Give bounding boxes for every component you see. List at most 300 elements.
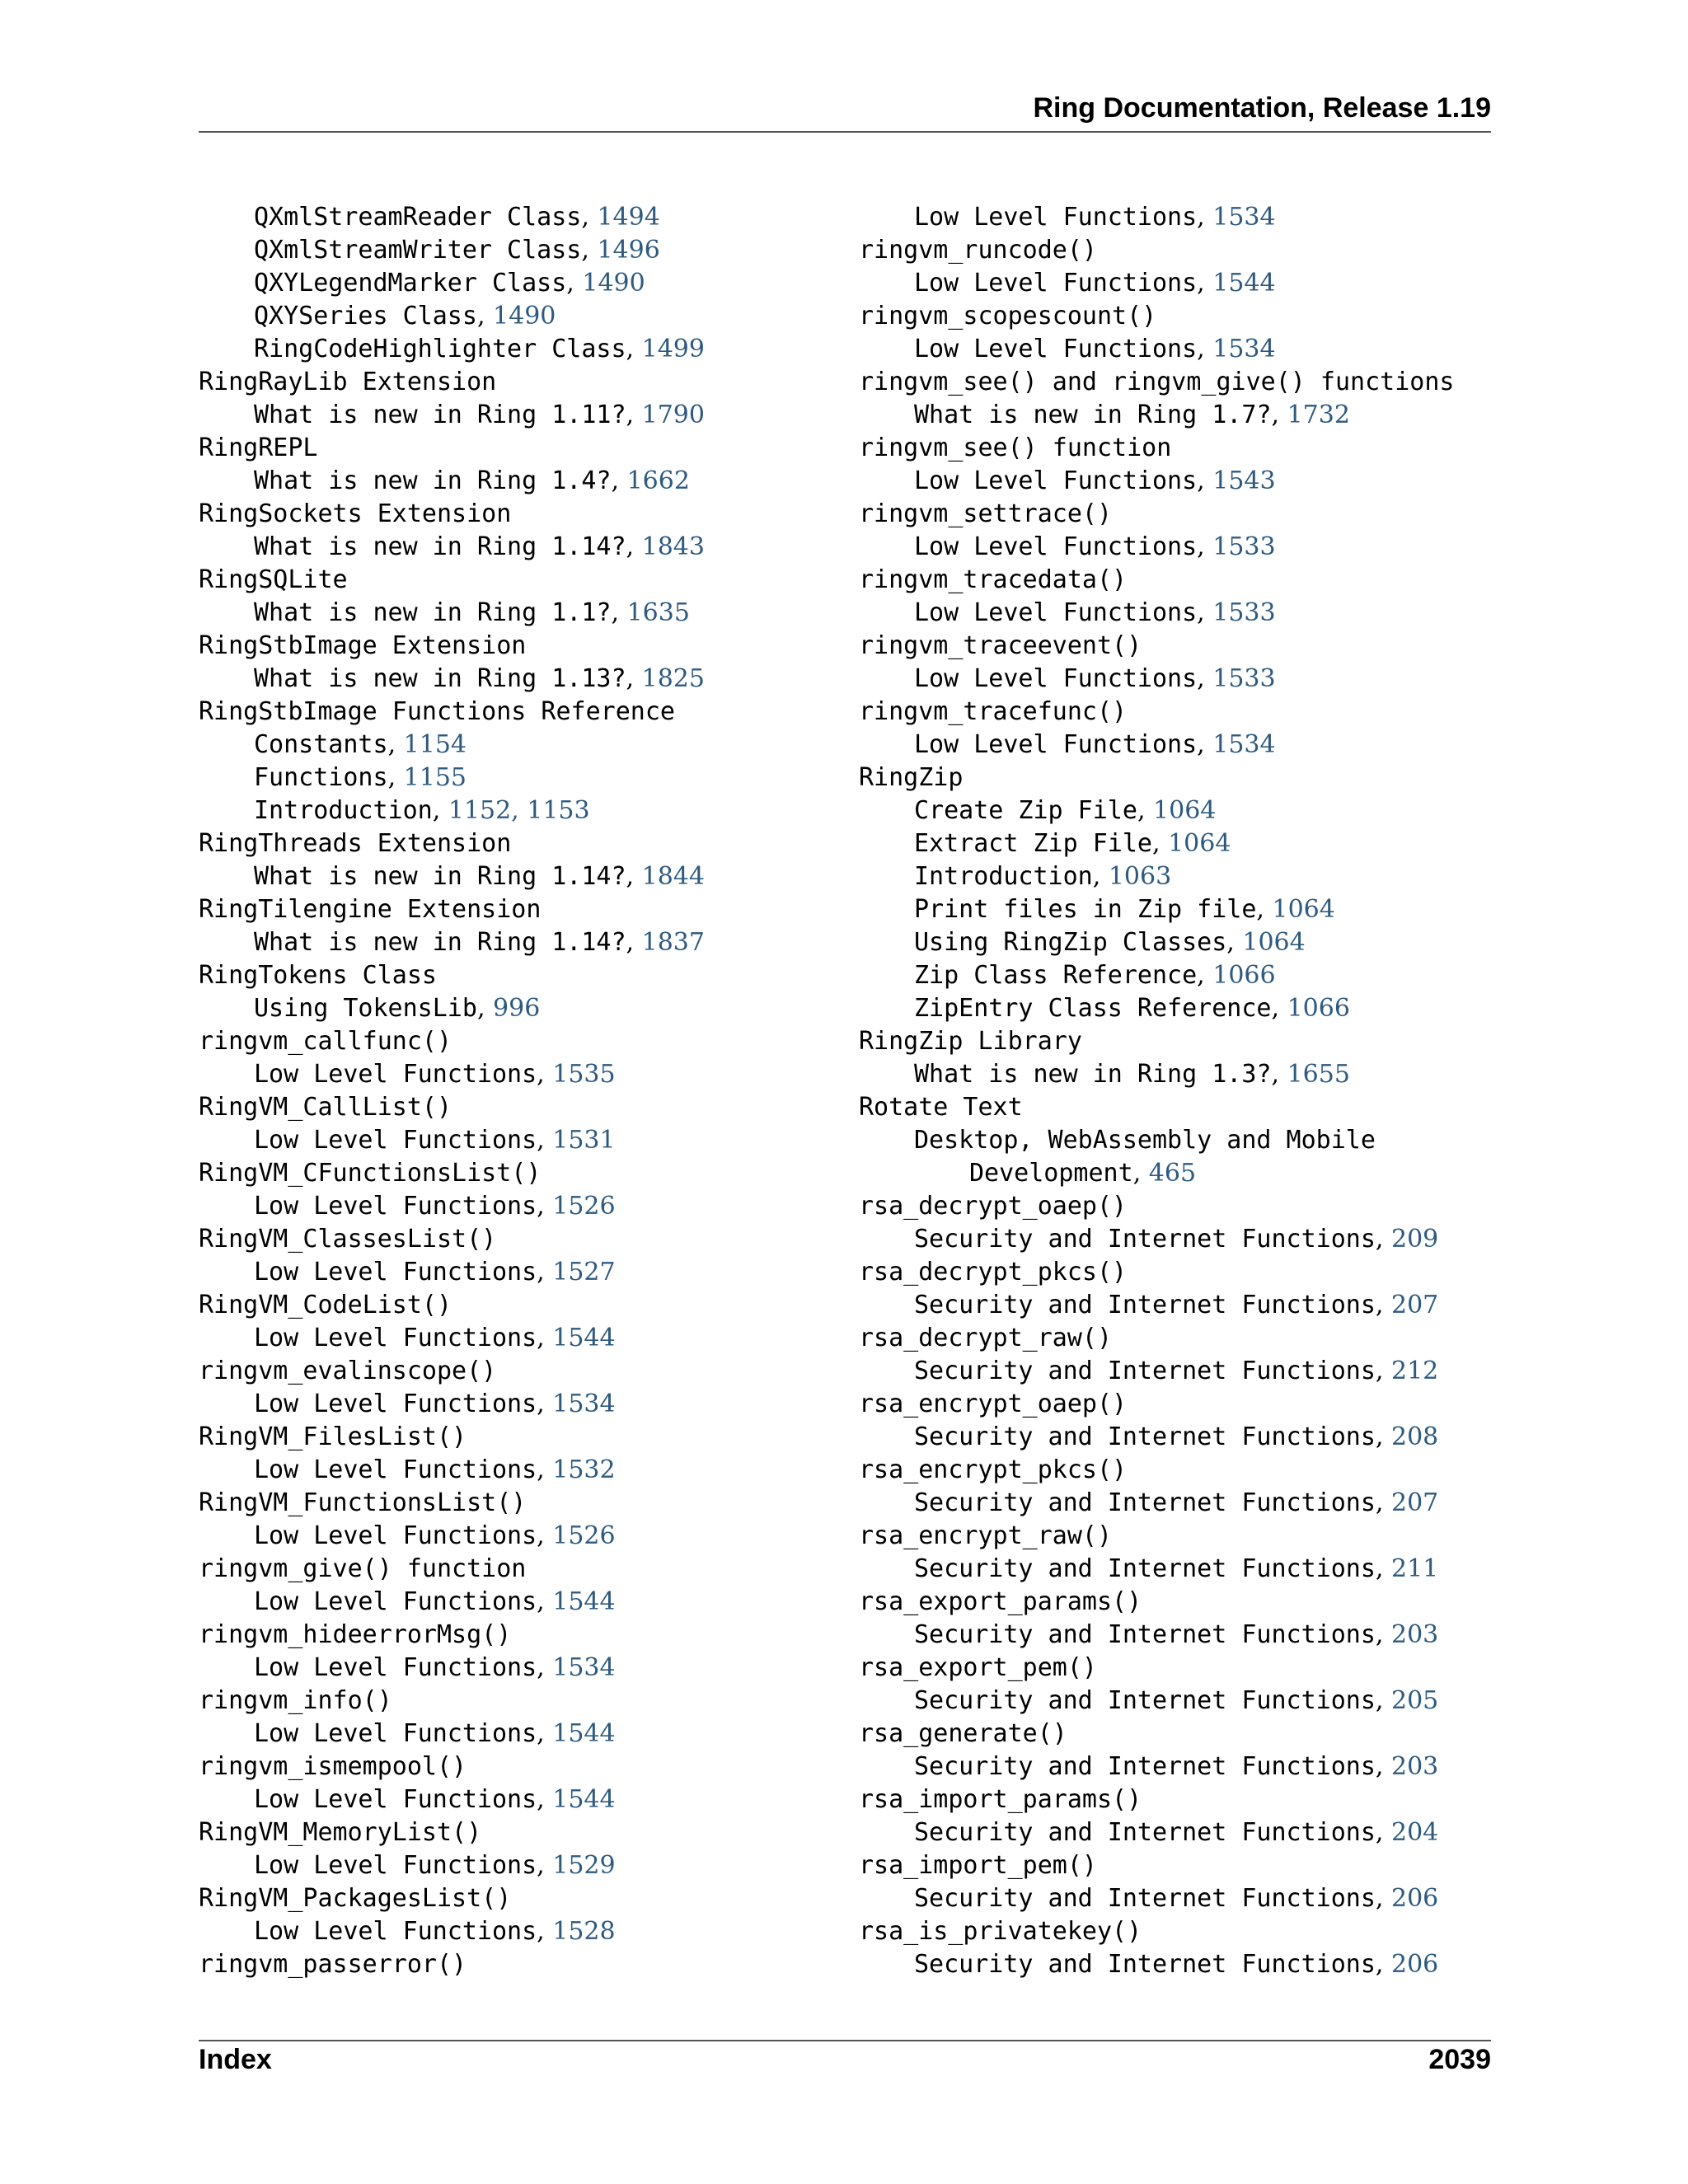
- index-subentry: [199, 399, 705, 432]
- index-term-text: Low Level Functions: [254, 1917, 537, 1946]
- separator: ,: [1375, 1488, 1391, 1517]
- index-subentry: [859, 1619, 1454, 1652]
- separator: ,: [537, 1521, 553, 1550]
- separator: ,: [1375, 1225, 1391, 1254]
- page-link[interactable]: 208: [1391, 1422, 1439, 1451]
- index-term-text: ringvm_tracedata(): [859, 565, 1128, 594]
- index-term: [859, 1025, 1454, 1058]
- index-term-text: RingZip: [859, 763, 964, 792]
- page-link[interactable]: 1155: [403, 763, 467, 792]
- index-term-text: Low Level Functions: [914, 730, 1198, 759]
- index-subentry: [199, 465, 705, 498]
- index-term-text: RingTilengine Extension: [199, 895, 542, 924]
- separator: ,: [611, 598, 627, 627]
- page-link[interactable]: 1533: [1212, 532, 1276, 561]
- index-term-text: RingSockets Extension: [199, 499, 512, 528]
- index-subentry: [199, 1849, 705, 1882]
- index-subentry: [859, 399, 1454, 432]
- page-link[interactable]: 203: [1391, 1620, 1439, 1649]
- index-term-text: ringvm_see() and ringvm_give() functions: [859, 368, 1455, 396]
- index-subentry: [859, 1553, 1454, 1586]
- index-subentry: [199, 860, 705, 893]
- page-link[interactable]: 1533: [1212, 664, 1276, 693]
- separator: ,: [1271, 994, 1287, 1023]
- page-link[interactable]: 1655: [1287, 1060, 1350, 1089]
- index-subentry: [859, 1487, 1454, 1520]
- index-term: [199, 1816, 705, 1849]
- index-subentry: [859, 465, 1454, 498]
- index-term-text: ringvm_callfunc(): [199, 1027, 452, 1056]
- separator: ,: [1375, 1291, 1391, 1319]
- separator: ,: [1375, 1818, 1391, 1847]
- index-term: [199, 1619, 705, 1652]
- index-term-text: RingVM_PackagesList(): [199, 1884, 512, 1913]
- page-link[interactable]: 996: [493, 994, 541, 1023]
- separator: ,: [1197, 598, 1213, 627]
- separator: ,: [1375, 1686, 1391, 1715]
- index-term-text: Using RingZip Classes: [914, 928, 1227, 957]
- page-link[interactable]: 1528: [552, 1917, 616, 1946]
- page-link[interactable]: 1732: [1287, 401, 1350, 429]
- separator: ,: [626, 335, 642, 363]
- page-link[interactable]: 1544: [552, 1587, 616, 1616]
- index-term: [859, 366, 1454, 399]
- index-term-text: ZipEntry Class Reference: [914, 994, 1272, 1023]
- index-column-right: [859, 201, 1454, 1981]
- index-term-text: Low Level Functions: [254, 1390, 537, 1418]
- page-link[interactable]: 1544: [552, 1324, 616, 1352]
- index-term-text: QXmlStreamReader Class: [254, 203, 582, 232]
- index-subentry: [199, 1454, 705, 1487]
- index-subentry: [859, 860, 1454, 893]
- index-term-text: RingZip Library: [859, 1027, 1082, 1056]
- index-subentry: [199, 926, 705, 959]
- index-subentry: [859, 531, 1454, 564]
- page-link[interactable]: 1064: [1272, 895, 1335, 924]
- index-term-text: Security and Internet Functions: [914, 1818, 1376, 1847]
- index-term: [859, 1256, 1454, 1289]
- index-term: [199, 1750, 705, 1783]
- separator: ,: [537, 1719, 553, 1748]
- index-subentry: [199, 234, 705, 267]
- separator: ,: [1197, 730, 1213, 759]
- index-term-text: ringvm_settrace(): [859, 499, 1113, 528]
- page-link[interactable]: 1499: [641, 335, 705, 363]
- page-link[interactable]: 1534: [1212, 203, 1276, 232]
- page-link[interactable]: 1544: [1212, 269, 1276, 298]
- index-subentry: [859, 333, 1454, 366]
- page-link[interactable]: 1064: [1153, 796, 1217, 825]
- index-term: [859, 1915, 1454, 1948]
- index-term: [199, 630, 705, 663]
- header-divider: [199, 131, 1491, 133]
- index-term-text: ringvm_passerror(): [199, 1950, 467, 1979]
- index-term-text: rsa_encrypt_raw(): [859, 1521, 1113, 1550]
- index-subentry: [199, 1190, 705, 1223]
- index-term-text: What is new in Ring 1.11?: [254, 401, 626, 429]
- page-link[interactable]: 1790: [641, 401, 705, 429]
- index-term: [199, 1091, 705, 1124]
- page-link[interactable]: 211: [1391, 1554, 1439, 1583]
- page-link[interactable]: 1543: [1212, 466, 1276, 495]
- separator: ,: [1271, 1060, 1287, 1089]
- separator: ,: [387, 730, 404, 759]
- index-term-text: RingCodeHighlighter Class: [254, 335, 626, 363]
- index-term-text: rsa_import_params(): [859, 1785, 1142, 1814]
- index-subentry: [199, 663, 705, 696]
- page-link[interactable]: 1544: [552, 1785, 616, 1814]
- index-subentry: [859, 893, 1454, 926]
- index-subentry: [859, 926, 1454, 959]
- separator: ,: [611, 466, 627, 495]
- index-subentry: [859, 992, 1454, 1025]
- index-term-text: RingVM_FilesList(): [199, 1422, 467, 1451]
- page-link[interactable]: 1534: [552, 1390, 616, 1418]
- index-term-text: rsa_decrypt_pkcs(): [859, 1258, 1128, 1286]
- separator: ,: [1375, 1620, 1391, 1649]
- index-term-text: Low Level Functions: [254, 1060, 537, 1089]
- separator: ,: [537, 1390, 553, 1418]
- page-link[interactable]: 465: [1148, 1159, 1197, 1188]
- index-term-text: Security and Internet Functions: [914, 1488, 1376, 1517]
- index-term: [859, 1586, 1454, 1619]
- index-term: [859, 1652, 1454, 1685]
- index-term-text: QXYSeries Class: [254, 302, 477, 330]
- index-term-text: Rotate Text: [859, 1093, 1023, 1122]
- index-term-text: Security and Internet Functions: [914, 1950, 1376, 1979]
- index-term: [199, 1355, 705, 1388]
- page-link[interactable]: 1526: [552, 1192, 616, 1221]
- separator: ,: [537, 1192, 553, 1221]
- index-term-text: ringvm_hideerrorMsg(): [199, 1620, 512, 1649]
- index-term: [859, 300, 1454, 333]
- index-term-text: Low Level Functions: [254, 1192, 537, 1221]
- page-link[interactable]: 204: [1391, 1818, 1439, 1847]
- page-link[interactable]: 1837: [641, 928, 705, 957]
- page-link[interactable]: 1063: [1108, 862, 1172, 891]
- separator: ,: [537, 1587, 553, 1616]
- index-term-text: RingStbImage Functions Reference: [199, 697, 675, 726]
- page-link[interactable]: 1635: [626, 598, 690, 627]
- index-term-text: Low Level Functions: [254, 1324, 537, 1352]
- index-subentry: [199, 1783, 705, 1816]
- separator: ,: [537, 1126, 553, 1155]
- page-link[interactable]: 1066: [1212, 961, 1276, 990]
- page-link[interactable]: 1527: [552, 1258, 616, 1286]
- index-subentry: [199, 333, 705, 366]
- separator: ,: [1375, 1554, 1391, 1583]
- index-subentry: [199, 531, 705, 564]
- separator: ,: [1197, 532, 1213, 561]
- page-link[interactable]: 203: [1391, 1752, 1439, 1781]
- index-term-text: Low Level Functions: [254, 1851, 537, 1880]
- index-term-text: Low Level Functions: [254, 1785, 537, 1814]
- separator: ,: [537, 1653, 553, 1682]
- page-link[interactable]: 1532: [552, 1455, 616, 1484]
- index-term: [859, 1520, 1454, 1553]
- index-term: [859, 498, 1454, 531]
- index-term-text: What is new in Ring 1.1?: [254, 598, 612, 627]
- index-subentry: [199, 1322, 705, 1355]
- separator: ,: [1197, 203, 1213, 232]
- index-subentry: [859, 1948, 1454, 1981]
- index-term: [859, 762, 1454, 794]
- index-term: [199, 1882, 705, 1915]
- index-term-text: What is new in Ring 1.7?: [914, 401, 1272, 429]
- index-term-text: ringvm_tracefunc(): [859, 697, 1128, 726]
- index-subentry: [199, 1718, 705, 1750]
- index-term-text: Zip Class Reference: [914, 961, 1198, 990]
- index-term-text: Create Zip File: [914, 796, 1137, 825]
- separator: ,: [537, 1785, 553, 1814]
- separator: ,: [537, 1258, 553, 1286]
- index-subentry: [859, 663, 1454, 696]
- index-term: [859, 1388, 1454, 1421]
- index-subentry: [859, 729, 1454, 762]
- index-term-text: ringvm_evalinscope(): [199, 1357, 497, 1385]
- index-term-text: QXmlStreamWriter Class: [254, 236, 582, 265]
- page-link[interactable]: 1825: [641, 664, 705, 693]
- page-link[interactable]: 1529: [552, 1851, 616, 1880]
- separator: ,: [626, 664, 642, 693]
- page-link[interactable]: 1064: [1168, 829, 1231, 858]
- index-term-text: rsa_generate(): [859, 1719, 1067, 1748]
- index-term-text: RingTokens Class: [199, 961, 437, 990]
- index-term-text: RingVM_ClassesList(): [199, 1225, 497, 1254]
- index-term-text: Functions: [254, 763, 388, 792]
- index-term-text: RingSQLite: [199, 565, 348, 594]
- index-term-text: Constants: [254, 730, 388, 759]
- index-term: [859, 1091, 1454, 1124]
- index-term-text: rsa_decrypt_raw(): [859, 1324, 1113, 1352]
- page-link[interactable]: 1844: [641, 862, 705, 891]
- page-link[interactable]: 1154: [403, 730, 467, 759]
- index-term-text: Low Level Functions: [254, 1521, 537, 1550]
- index-subentry: [859, 1816, 1454, 1849]
- page-link[interactable]: 207: [1391, 1291, 1439, 1319]
- separator: ,: [537, 1324, 553, 1352]
- index-subentry: [859, 794, 1454, 827]
- page-link[interactable]: 1544: [552, 1719, 616, 1748]
- index-term-text: Security and Internet Functions: [914, 1225, 1376, 1254]
- index-term-text: What is new in Ring 1.14?: [254, 928, 626, 957]
- separator: ,: [1375, 1884, 1391, 1913]
- page-link[interactable]: 1152, 1153: [448, 796, 590, 825]
- separator: ,: [1197, 466, 1213, 495]
- index-term: [859, 1718, 1454, 1750]
- index-term-text: ringvm_runcode(): [859, 236, 1097, 265]
- index-subentry: [199, 300, 705, 333]
- index-term-text: rsa_is_privatekey(): [859, 1917, 1142, 1946]
- index-term: [199, 1948, 705, 1981]
- index-subentry: [199, 1058, 705, 1091]
- index-term: [859, 1190, 1454, 1223]
- index-subentry: [199, 1520, 705, 1553]
- page-link[interactable]: 1496: [597, 236, 660, 265]
- index-subentry: [199, 762, 705, 794]
- index-term-text: ringvm_give() function: [199, 1554, 527, 1583]
- separator: ,: [1256, 895, 1273, 924]
- separator: ,: [1197, 269, 1213, 298]
- index-term-text: Security and Internet Functions: [914, 1884, 1376, 1913]
- separator: ,: [1092, 862, 1109, 891]
- separator: ,: [1375, 1422, 1391, 1451]
- index-subentry: [199, 1915, 705, 1948]
- index-subentry: [859, 1223, 1454, 1256]
- separator: ,: [626, 401, 642, 429]
- index-subentry: [859, 1421, 1454, 1454]
- page-link[interactable]: 205: [1391, 1686, 1439, 1715]
- index-term: [199, 1289, 705, 1322]
- index-term-text: Low Level Functions: [254, 1653, 537, 1682]
- index-term-text: What is new in Ring 1.4?: [254, 466, 612, 495]
- separator: ,: [566, 269, 583, 298]
- index-term-text: ringvm_see() function: [859, 434, 1172, 462]
- page-link[interactable]: 1535: [552, 1060, 616, 1089]
- page-link[interactable]: 1490: [493, 302, 556, 330]
- separator: ,: [1226, 928, 1243, 957]
- index-term: [859, 1783, 1454, 1816]
- page-link[interactable]: 1534: [1212, 335, 1276, 363]
- index-term-text: Introduction: [254, 796, 433, 825]
- separator: ,: [537, 1851, 553, 1880]
- page-link[interactable]: 1534: [1212, 730, 1276, 759]
- index-term: [199, 959, 705, 992]
- index-term-text: Desktop, WebAssembly and Mobile: [914, 1126, 1376, 1155]
- separator: ,: [1132, 1159, 1149, 1188]
- index-term-text: Security and Internet Functions: [914, 1422, 1376, 1451]
- page-link[interactable]: 207: [1391, 1488, 1439, 1517]
- index-subentry: [199, 1586, 705, 1619]
- index-term-text: Low Level Functions: [254, 1455, 537, 1484]
- index-term-text: Low Level Functions: [254, 1719, 537, 1748]
- separator: ,: [1197, 664, 1213, 693]
- index-term: [199, 1685, 705, 1718]
- page-link[interactable]: 1066: [1287, 994, 1350, 1023]
- index-subentry: [199, 1124, 705, 1157]
- separator: ,: [1375, 1950, 1391, 1979]
- page-link[interactable]: 1533: [1212, 598, 1276, 627]
- separator: ,: [1197, 335, 1213, 363]
- index-term-text: RingVM_CodeList(): [199, 1291, 452, 1319]
- index-term-text: Security and Internet Functions: [914, 1620, 1376, 1649]
- page-link[interactable]: 206: [1391, 1950, 1439, 1979]
- index-term: [199, 696, 705, 729]
- separator: ,: [626, 862, 642, 891]
- page-link[interactable]: 1490: [582, 269, 645, 298]
- index-subentry: [859, 1355, 1454, 1388]
- index-term: [859, 234, 1454, 267]
- index-term-text: Low Level Functions: [914, 664, 1198, 693]
- separator: ,: [432, 796, 448, 825]
- index-subentry: [199, 794, 705, 827]
- separator: ,: [537, 1455, 553, 1484]
- separator: ,: [626, 928, 642, 957]
- index-term-text: RingREPL: [199, 434, 318, 462]
- index-subentry: [859, 959, 1454, 992]
- index-term-text: rsa_export_params(): [859, 1587, 1142, 1616]
- index-term-text: RingVM_CallList(): [199, 1093, 452, 1122]
- index-subentry: [859, 1289, 1454, 1322]
- index-term-text: Low Level Functions: [914, 269, 1198, 298]
- index-term-text: ringvm_ismempool(): [199, 1752, 467, 1781]
- index-subentry: [199, 729, 705, 762]
- index-term: [859, 432, 1454, 465]
- separator: ,: [1375, 1357, 1391, 1385]
- index-term-text: Low Level Functions: [914, 466, 1198, 495]
- index-subentry: [199, 992, 705, 1025]
- index-term-text: Low Level Functions: [914, 335, 1198, 363]
- index-subentry: [199, 267, 705, 300]
- separator: ,: [1375, 1752, 1391, 1781]
- separator: ,: [1271, 401, 1287, 429]
- index-term-text: ringvm_info(): [199, 1686, 392, 1715]
- index-term-text: QXYLegendMarker Class: [254, 269, 567, 298]
- index-term-text: RingVM_FunctionsList(): [199, 1488, 527, 1517]
- index-term-text: RingStbImage Extension: [199, 631, 527, 660]
- index-term: [199, 1157, 705, 1190]
- index-column-left: [199, 201, 705, 1981]
- index-subentry: [859, 1157, 1454, 1190]
- index-term: [859, 630, 1454, 663]
- index-term-text: Low Level Functions: [254, 1126, 537, 1155]
- index-term-text: rsa_export_pem(): [859, 1653, 1097, 1682]
- index-term-text: rsa_encrypt_oaep(): [859, 1390, 1128, 1418]
- index-subentry: [199, 1652, 705, 1685]
- page-link[interactable]: 1534: [552, 1653, 616, 1682]
- index-subentry: [199, 1256, 705, 1289]
- page-link[interactable]: 206: [1391, 1884, 1439, 1913]
- index-term: [199, 432, 705, 465]
- page-link[interactable]: 1662: [626, 466, 690, 495]
- index-term-text: rsa_decrypt_oaep(): [859, 1192, 1128, 1221]
- index-term: [859, 564, 1454, 597]
- index-term-text: Low Level Functions: [914, 532, 1198, 561]
- index-term: [199, 1553, 705, 1586]
- index-term-text: ringvm_traceevent(): [859, 631, 1142, 660]
- page-link[interactable]: 1494: [597, 203, 660, 232]
- index-term: [199, 893, 705, 926]
- index-subentry: [859, 201, 1454, 234]
- index-term: [199, 1223, 705, 1256]
- index-term: [199, 564, 705, 597]
- page-link[interactable]: 1531: [552, 1126, 616, 1155]
- page-link[interactable]: 212: [1391, 1357, 1439, 1385]
- index-term-text: What is new in Ring 1.3?: [914, 1060, 1272, 1089]
- index-term-text: Low Level Functions: [254, 1587, 537, 1616]
- index-subentry: [199, 597, 705, 630]
- separator: ,: [1137, 796, 1154, 825]
- index-subentry: [859, 1685, 1454, 1718]
- index-term-text: RingVM_CFunctionsList(): [199, 1159, 542, 1188]
- index-term-text: Security and Internet Functions: [914, 1357, 1376, 1385]
- page-link[interactable]: 1843: [641, 532, 705, 561]
- page-link[interactable]: 209: [1391, 1225, 1439, 1254]
- index-term-text: Using TokensLib: [254, 994, 477, 1023]
- index-term-text: Development: [969, 1159, 1133, 1188]
- separator: ,: [1197, 961, 1213, 990]
- separator: ,: [476, 994, 494, 1023]
- index-term-text: Security and Internet Functions: [914, 1686, 1376, 1715]
- index-term-text: rsa_import_pem(): [859, 1851, 1097, 1880]
- index-term-text: rsa_encrypt_pkcs(): [859, 1455, 1128, 1484]
- index-subentry: [859, 827, 1454, 860]
- index-term: [199, 1421, 705, 1454]
- index-subentry: [859, 1124, 1454, 1157]
- page-link[interactable]: 1526: [552, 1521, 616, 1550]
- index-term: [859, 1322, 1454, 1355]
- page-link[interactable]: 1064: [1242, 928, 1306, 957]
